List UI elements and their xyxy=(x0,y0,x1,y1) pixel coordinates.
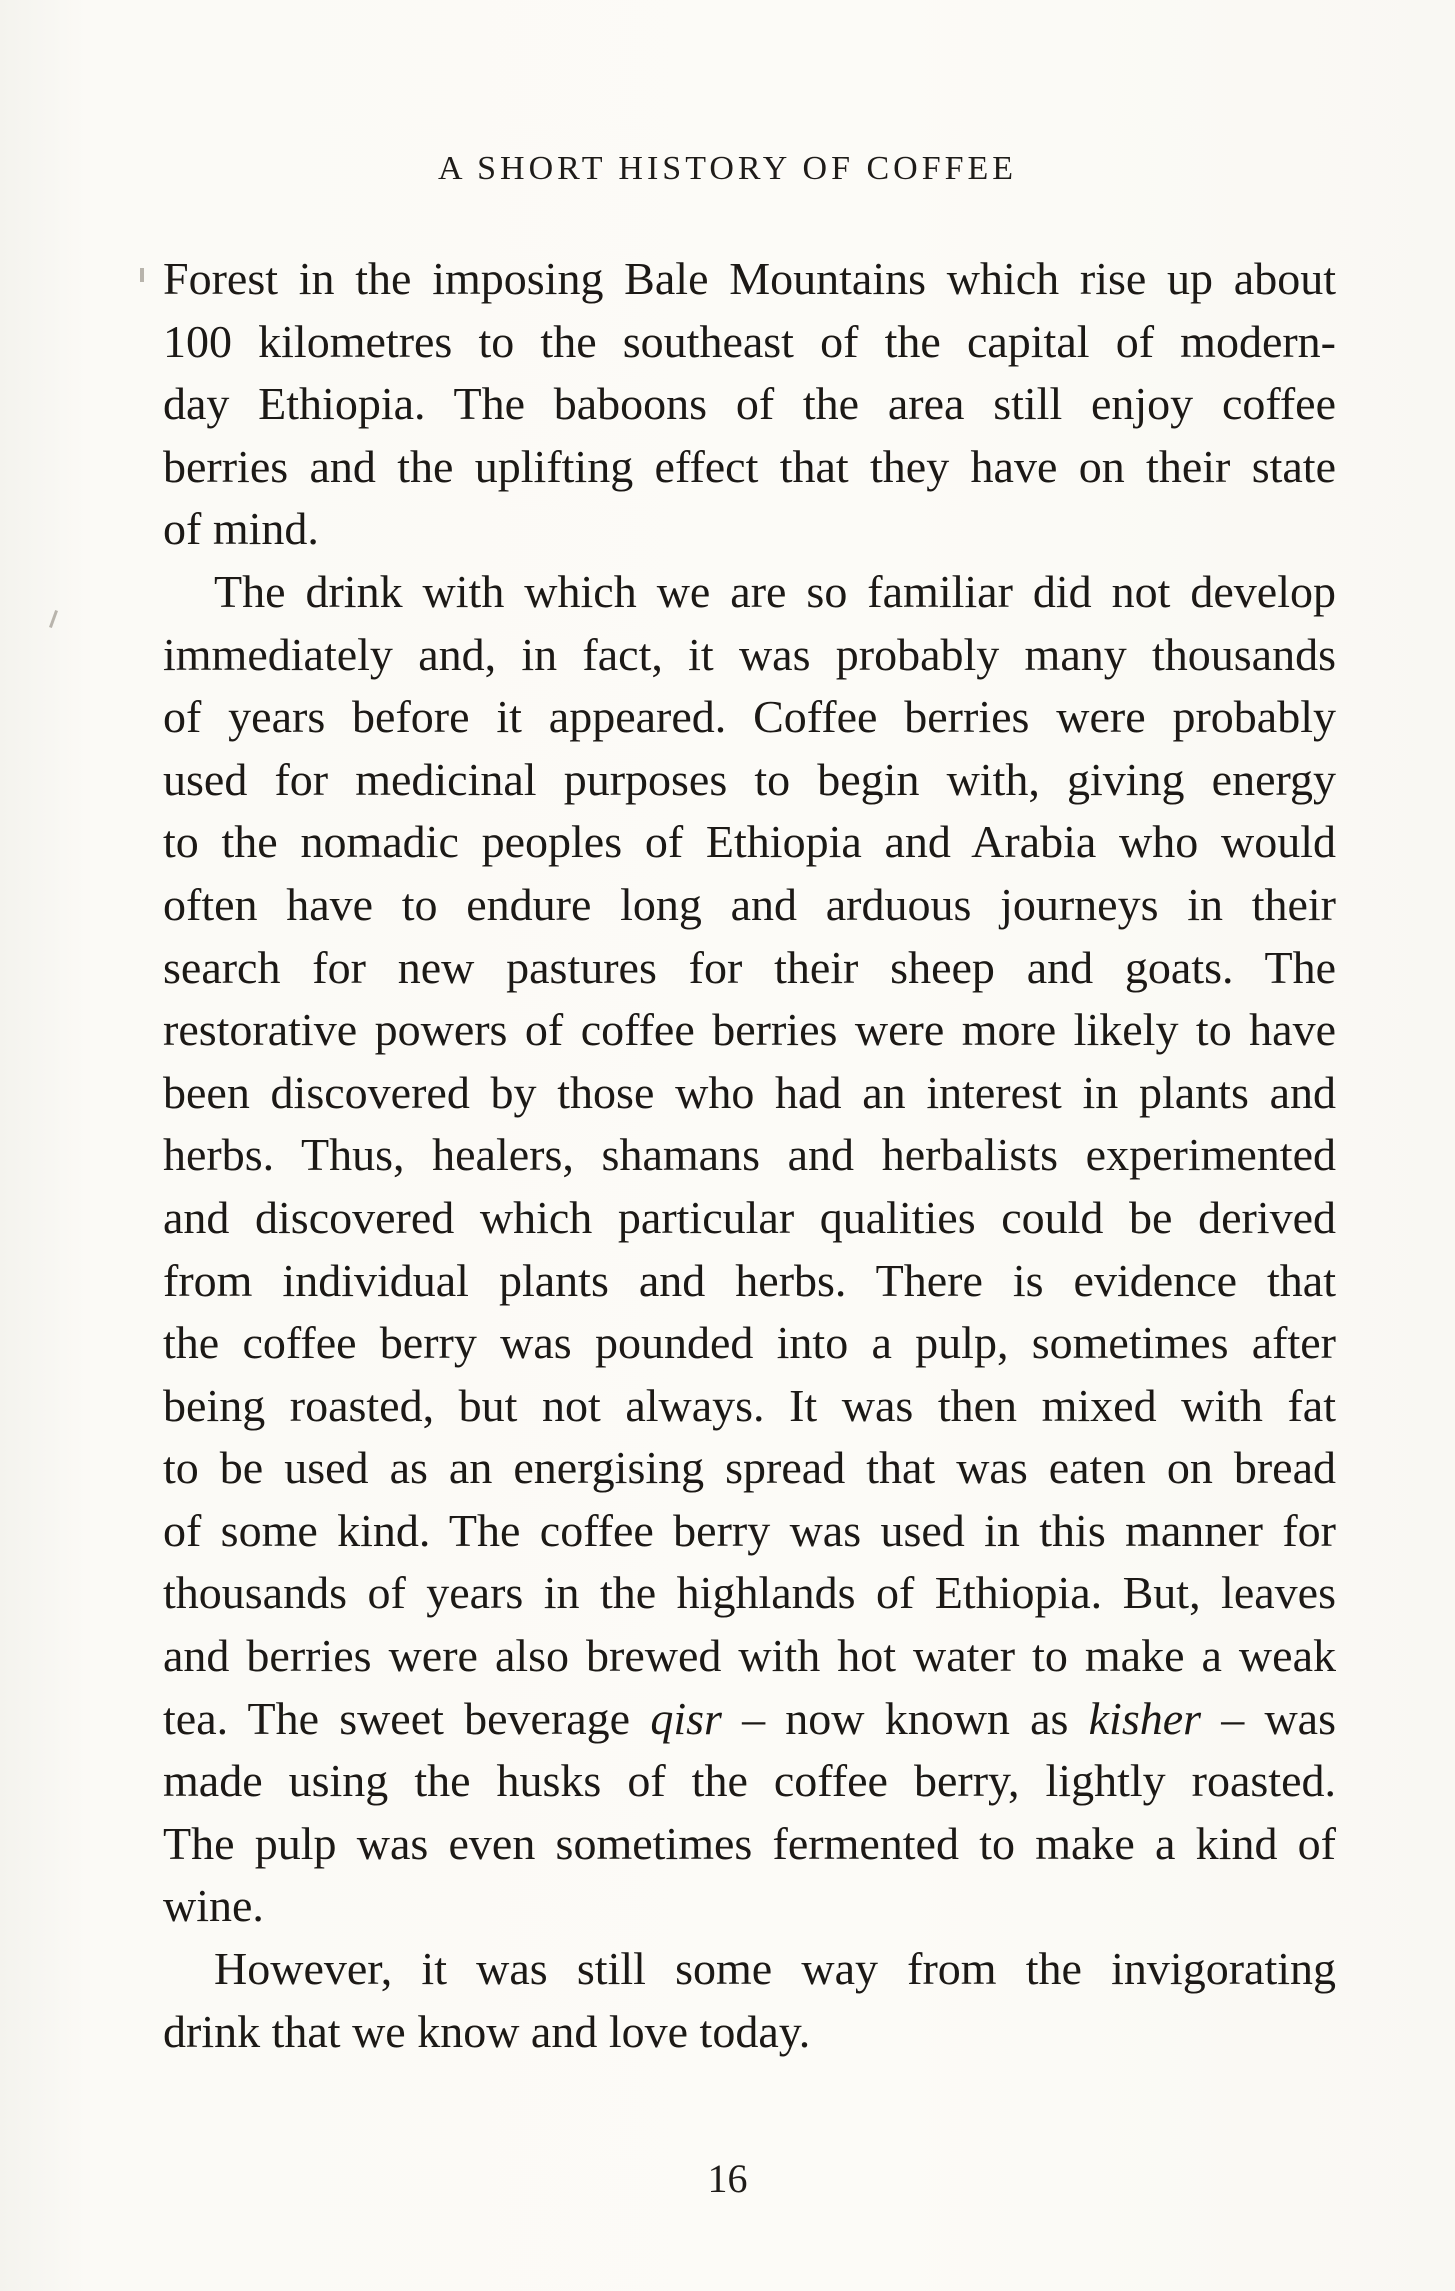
text-line: The drink with which we are so familiar did not develop xyxy=(214,565,1336,617)
text-line: wine. xyxy=(163,1880,264,1932)
text-line: thousands of years in the highlands of Ethiopia. But, leaves xyxy=(163,1567,1336,1619)
text-line: Forest in the imposing Bale Mountains which rise up about xyxy=(163,253,1336,304)
text-line: of some kind. The coffee berry was used in this manner for xyxy=(163,1504,1336,1556)
text-line: 100 kilometres to the southeast of the capital of modern- xyxy=(163,315,1336,367)
text-line: immediately and, in fact, it was probably many thousands xyxy=(163,628,1336,680)
text-line: the coffee berry was pounded into a pulp, sometimes after xyxy=(163,1317,1336,1369)
paragraph xyxy=(163,561,1336,1938)
text-line: herbs. Thus, healers, shamans and herbalists experimented xyxy=(163,1129,1336,1181)
text-line: The pulp was even sometimes fermented to make a kind of xyxy=(163,1817,1336,1869)
body-text xyxy=(163,248,1336,2063)
text-line: often have to endure long and arduous journeys in their xyxy=(163,878,1336,930)
text-line: made using the husks of the coffee berry, lightly roasted. xyxy=(163,1755,1336,1807)
text-line: and discovered which particular qualities could be derived xyxy=(163,1191,1336,1243)
text-line: restorative powers of coffee berries were more likely to have xyxy=(163,1004,1336,1056)
text-line: and berries were also brewed with hot water to make a weak xyxy=(163,1630,1336,1682)
text-line: been discovered by those who had an interest in plants and xyxy=(163,1066,1336,1118)
paragraph xyxy=(163,1938,1336,2063)
text-line: berries and the uplifting effect that they have on their state xyxy=(163,440,1336,492)
text-line: of mind. xyxy=(163,503,319,555)
text-line: However, it was still some way from the invigorating xyxy=(214,1943,1336,1995)
text-line: drink that we know and love today. xyxy=(163,2005,811,2057)
pencil-mark xyxy=(140,268,144,282)
text-line: to the nomadic peoples of Ethiopia and Arabia who would xyxy=(163,816,1336,868)
running-head: A SHORT HISTORY OF COFFEE xyxy=(437,150,1018,187)
page-number: 16 xyxy=(707,2156,748,2201)
text-line: to be used as an energising spread that was eaten on bread xyxy=(163,1442,1336,1494)
text-line: search for new pastures for their sheep and goats. The xyxy=(163,941,1336,993)
text-line: used for medicinal purposes to begin with, giving energy xyxy=(163,753,1336,805)
pencil-mark xyxy=(49,610,58,628)
text-line: tea. The sweet beverage qisr – now known as kisher – was xyxy=(163,1692,1336,1744)
text-line: from individual plants and herbs. There is evidence that xyxy=(163,1254,1336,1306)
text-line: of years before it appeared. Coffee berries were probably xyxy=(163,691,1336,743)
paragraph xyxy=(163,248,1336,561)
text-line: day Ethiopia. The baboons of the area still enjoy coffee xyxy=(163,378,1336,430)
text-line: being roasted, but not always. It was then mixed with fat xyxy=(163,1379,1336,1431)
